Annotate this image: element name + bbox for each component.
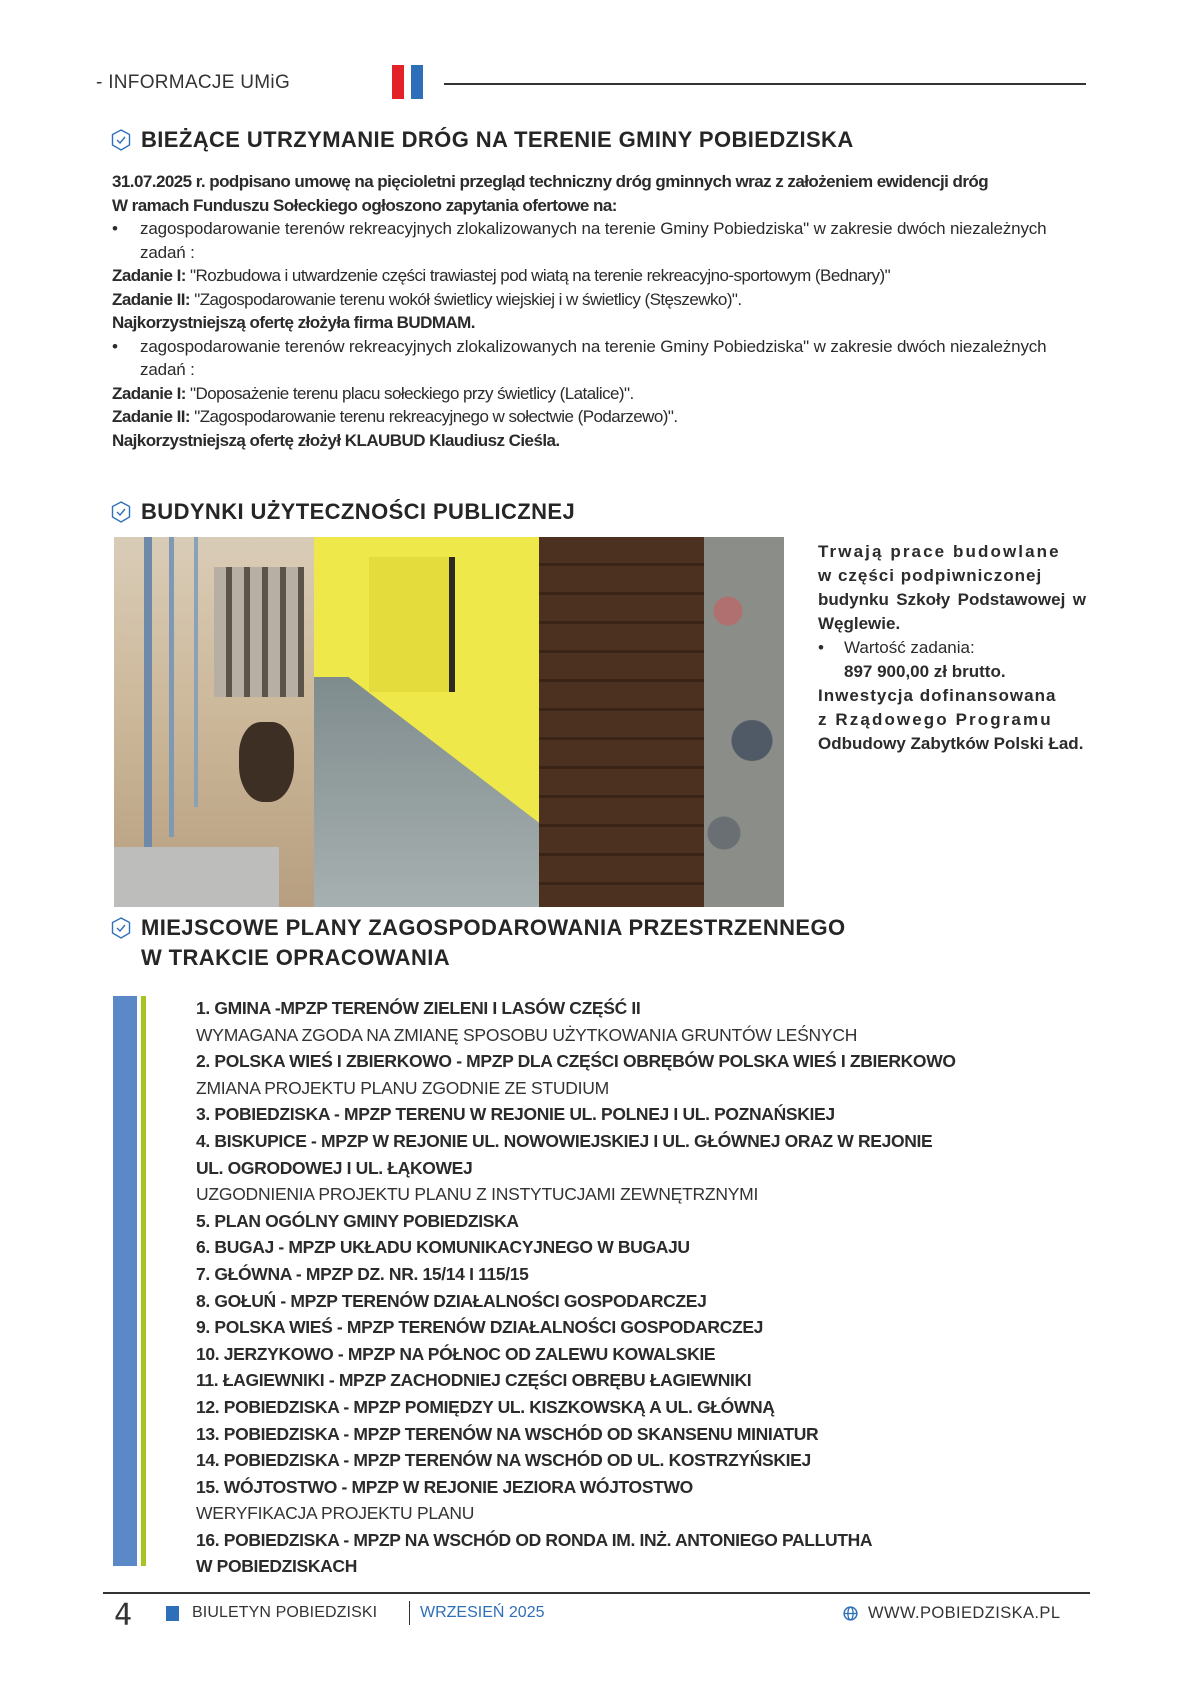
- group-1-winner: Najkorzystniejszą ofertę złożyła firma BUDMAM.: [112, 313, 475, 332]
- plan-item: 4. BISKUPICE - MPZP W REJONIE UL. NOWOWIEJSKIEJ I UL. GŁÓWNEJ ORAZ W REJONIE: [196, 1130, 933, 1151]
- page-header: [96, 70, 1086, 100]
- plan-item: 9. POLSKA WIEŚ - MPZP TERENÓW DZIAŁALNOŚCI GOSPODARCZEJ: [196, 1317, 764, 1338]
- task-label: Zadanie I:: [112, 266, 186, 285]
- roads-heading: [111, 125, 854, 155]
- task-text: "Rozbudowa i utwardzenie części trawiastej pod wiatą na terenie rekreacyjno-sportowym (Bednary)": [185, 266, 891, 285]
- value-label: • Wartość zadania:: [818, 636, 1086, 660]
- funding-line-3: Odbudowy Zabytków Polski Ład.: [818, 734, 1084, 753]
- plans-heading: [111, 913, 846, 973]
- group-1-bullet: • zagospodarowanie terenów rekreacyjnych zlokalizowanych na terenie Gminy Pobiedziska" w zakresie dwóch niezależnych zadań :: [112, 217, 1082, 264]
- photo-wooden-door: [539, 537, 704, 907]
- globe-icon: [843, 1606, 858, 1621]
- website-link[interactable]: WWW.POBIEDZISKA.PL: [868, 1604, 1061, 1622]
- group-1-task-1: [112, 264, 1082, 288]
- task-label: Zadanie II:: [112, 407, 191, 426]
- task-label: Zadanie II:: [112, 289, 191, 309]
- plan-item: 3. POBIEDZISKA - MPZP TERENU W REJONIE UL. POLNEJ I UL. POZNAŃSKIEJ: [196, 1104, 835, 1125]
- plan-item: 16. POBIEDZISKA - MPZP NA WSCHÓD OD RONDA IM. INŻ. ANTONIEGO PALLUTHA: [196, 1529, 873, 1550]
- roads-title: BIEŻĄCE UTRZYMANIE DRÓG NA TERENIE GMINY POBIEDZISKA: [141, 127, 854, 152]
- desc-line-1: Trwają prace budowlane: [818, 542, 1061, 561]
- roads-body: [112, 170, 1082, 452]
- buildings-description: [818, 540, 1086, 756]
- roads-intro: 31.07.2025 r. podpisano umowę na pięcioletni przegląd techniczny dróg gminnych wraz z założeniem ewidencji dróg: [112, 172, 989, 191]
- plans-title-line-2: W TRAKCIE OPRACOWANIA: [141, 945, 451, 970]
- plan-item: 5. PLAN OGÓLNY GMINY POBIEDZISKA: [196, 1210, 519, 1231]
- plan-status-note: WERYFIKACJA PROJEKTU PLANU: [196, 1503, 475, 1524]
- desc-line-2: w części podpiwniczonej: [818, 566, 1043, 585]
- photo-curb: [114, 847, 279, 907]
- photo-pallet: [214, 567, 304, 697]
- plan-item: 8. GOŁUŃ - MPZP TERENÓW DZIAŁALNOŚCI GOSPODARCZEJ: [196, 1290, 707, 1311]
- footer-square-marker: [166, 1606, 179, 1621]
- issue-date: WRZESIEŃ 2025: [420, 1604, 545, 1621]
- photo-excavation: [239, 722, 294, 802]
- accent-bar-green: [141, 996, 146, 1566]
- plan-item: 14. POBIEDZISKA - MPZP TERENÓW NA WSCHÓD OD UL. KOSTRZYŃSKIEJ: [196, 1450, 811, 1471]
- desc-line-3: budynku Szkoły Podstawowej w Węglewie.: [818, 590, 1086, 633]
- funding-line-2: z Rządowego Programu: [818, 710, 1053, 729]
- task-label: Zadanie I:: [112, 383, 186, 403]
- construction-photo: [114, 537, 784, 907]
- plan-item: 12. POBIEDZISKA - MPZP POMIĘDZY UL. KISZKOWSKĄ A UL. GŁÓWNĄ: [196, 1396, 775, 1417]
- plan-item: 13. POBIEDZISKA - MPZP TERENÓW NA WSCHÓD OD SKANSENU MINIATUR: [196, 1423, 819, 1444]
- plans-title: [141, 913, 846, 973]
- section-label: - INFORMACJE UMiG: [96, 72, 291, 93]
- plan-item: 10. JERZYKOWO - MPZP NA PÓŁNOC OD ZALEWU KOWALSKIE: [196, 1343, 716, 1364]
- photo-window: [369, 557, 455, 692]
- page-number: 4: [114, 1598, 133, 1633]
- plans-list: [196, 995, 1076, 1580]
- accent-bar-blue: [113, 996, 137, 1566]
- plan-item: UL. OGRODOWEJ I UL. ŁĄKOWEJ: [196, 1157, 473, 1178]
- plans-title-line-1: MIEJSCOWE PLANY ZAGOSPODAROWANIA PRZESTRZENNEGO: [141, 915, 846, 940]
- plan-item: 1. GMINA -MPZP TERENÓW ZIELENI I LASÓW CZĘŚĆ II: [196, 998, 641, 1018]
- publication-name: BIULETYN POBIEDZISKI: [192, 1604, 378, 1621]
- plan-item: 6. BUGAJ - MPZP UKŁADU KOMUNIKACYJNEGO W BUGAJU: [196, 1237, 690, 1258]
- footer-divider: [103, 1592, 1090, 1594]
- photo-fence-post: [169, 537, 174, 837]
- funding-line-1: Inwestycja dofinansowana: [818, 686, 1057, 705]
- flag-red-stripe: [392, 65, 404, 99]
- group-2-winner: Najkorzystniejszą ofertę złożył KLAUBUD Klaudiusz Cieśla.: [112, 430, 560, 450]
- group-2-task-1: [112, 382, 1082, 406]
- task-text: "Zagospodarowanie terenu wokół świetlicy wiejskiej i w świetlicy (Stęszewko)".: [190, 289, 742, 309]
- plan-item: 15. WÓJTOSTWO - MPZP W REJONIE JEZIORA WÓJTOSTWO: [196, 1476, 693, 1497]
- plans-accent-bars: [113, 996, 145, 1566]
- footer-separator: [409, 1601, 410, 1625]
- photo-fence-post: [194, 537, 198, 807]
- group-2-bullet: • zagospodarowanie terenów rekreacyjnych zlokalizowanych na terenie Gminy Pobiedziska" w zakresie dwóch niezależnych zadań :: [112, 335, 1082, 382]
- plan-item: 11. ŁAGIEWNIKI - MPZP ZACHODNIEJ CZĘŚCI OBRĘBU ŁAGIEWNIKI: [196, 1370, 752, 1391]
- shield-check-icon: [111, 129, 131, 151]
- task-text: "Zagospodarowanie terenu rekreacyjnego w sołectwie (Podarzewo)".: [190, 407, 678, 426]
- shield-check-icon: [111, 917, 131, 939]
- photo-fence-post: [144, 537, 152, 867]
- flag-blue-stripe: [411, 65, 423, 99]
- plan-item: W POBIEDZISKACH: [196, 1556, 358, 1577]
- plan-status-note: UZGODNIENIA PROJEKTU PLANU Z INSTYTUCJAMI ZEWNĘTRZNYMI: [196, 1184, 759, 1205]
- task-text: "Doposażenie terenu placu sołeckiego przy świetlicy (Latalice)".: [185, 383, 634, 403]
- buildings-title: BUDYNKI UŻYTECZNOŚCI PUBLICZNEJ: [141, 499, 576, 524]
- photo-stone-wall: [704, 537, 784, 907]
- plan-status-note: ZMIANA PROJEKTU PLANU ZGODNIE ZE STUDIUM: [196, 1077, 609, 1098]
- fund-intro: W ramach Funduszu Sołeckiego ogłoszono zapytania ofertowe na:: [112, 195, 617, 215]
- header-divider: [444, 83, 1086, 85]
- buildings-heading: [111, 497, 575, 527]
- group-1-task-2: [112, 288, 1082, 312]
- plan-status-note: WYMAGANA ZGODA NA ZMIANĘ SPOSOBU UŻYTKOWANIA GRUNTÓW LEŚNYCH: [196, 1024, 858, 1045]
- value-amount: 897 900,00 zł brutto.: [844, 662, 1006, 681]
- plan-item: 2. POLSKA WIEŚ I ZBIERKOWO - MPZP DLA CZĘŚCI OBRĘBÓW POLSKA WIEŚ I ZBIERKOWO: [196, 1051, 956, 1072]
- group-2-task-2: [112, 405, 1082, 429]
- shield-check-icon: [111, 501, 131, 523]
- plan-item: 7. GŁÓWNA - MPZP DZ. NR. 15/14 I 115/15: [196, 1263, 529, 1284]
